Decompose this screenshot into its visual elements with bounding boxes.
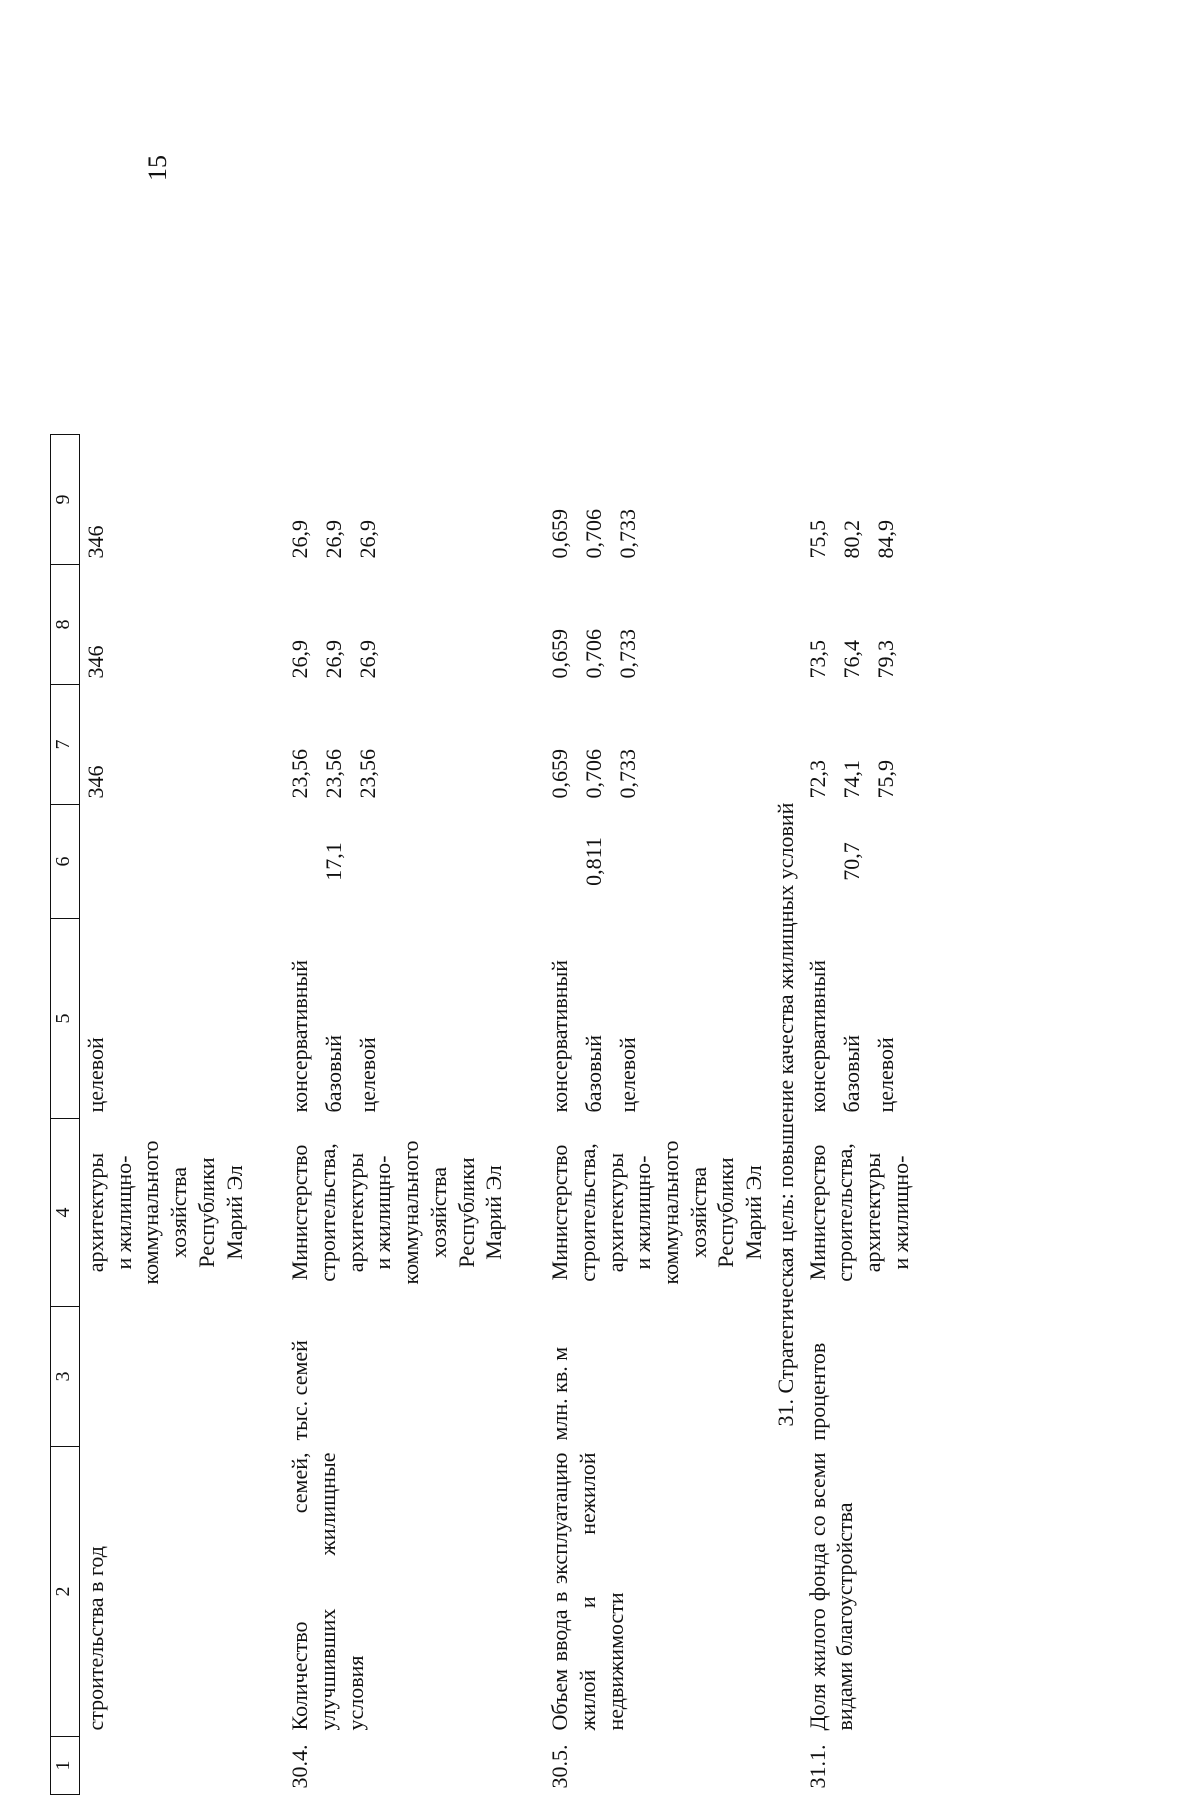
row-number: 31.1. <box>804 1744 830 1789</box>
indicator-cell: Количество семей, улучшивших жилищные условия <box>287 1452 368 1731</box>
value: 26,9 <box>355 520 381 559</box>
scenario-target: целевой <box>615 1037 641 1113</box>
value: 75,5 <box>804 520 830 559</box>
value: 23,56 <box>287 749 313 799</box>
ministry-text: Министерство строительства, архитектуры и жилищно- коммунального хозяйства Республики Марий Эл <box>547 1140 767 1285</box>
value-cell-7 <box>802 685 917 805</box>
value-cell-8 <box>544 565 770 685</box>
scenario-cell <box>284 919 510 1119</box>
row-number: 30.4. <box>287 1744 313 1789</box>
scenario-conservative: консервативный <box>804 959 830 1113</box>
value: 0,659 <box>547 509 573 559</box>
column-header-2: 2 <box>51 1447 80 1737</box>
unit-cell: процентов <box>804 1342 830 1441</box>
indicators-table <box>50 434 916 1795</box>
value-cell-9 <box>284 435 510 565</box>
value-cell-8 <box>284 565 510 685</box>
column-header-5: 5 <box>51 919 80 1119</box>
column-header-8: 8 <box>51 565 80 685</box>
column-header-7: 7 <box>51 685 80 805</box>
value: 26,9 <box>355 640 381 679</box>
indicator-cell: Объем ввода в эксплуатацию жилой и нежилой недвижимости <box>547 1452 628 1731</box>
column-number-row <box>51 435 80 1795</box>
scenario-cell: целевой <box>83 1037 108 1113</box>
value: 74,1 <box>838 760 864 799</box>
ministry-cell <box>80 1119 251 1307</box>
value-cell-9 <box>544 435 770 565</box>
value: 26,9 <box>321 640 347 679</box>
table-row-30-4 <box>284 435 510 1795</box>
value: 0,659 <box>547 629 573 679</box>
unit-cell: тыс. семей <box>287 1340 313 1441</box>
value-cell-7 <box>284 685 510 805</box>
base-value-cell <box>802 805 917 919</box>
value: 26,9 <box>321 520 347 559</box>
scenario-cell <box>544 919 770 1119</box>
rotated-document-table <box>50 355 913 1795</box>
value: 80,2 <box>838 520 864 559</box>
indicator-cell: Доля жилого фонда со всеми видами благоустройства <box>804 1452 858 1731</box>
ministry-text: Министерство строительства, архитектуры и жилищно- <box>804 1143 913 1282</box>
value: 23,56 <box>355 749 381 799</box>
value-cell-8 <box>802 565 917 685</box>
unit-cell: млн. кв. м <box>547 1346 573 1441</box>
ministry-cell <box>544 1119 770 1307</box>
value-cell-9 <box>802 435 917 565</box>
value-cell-9: 346 <box>83 525 108 559</box>
scenario-conservative: консервативный <box>547 959 573 1113</box>
base-value-cell <box>284 805 510 919</box>
value: 26,9 <box>287 520 313 559</box>
value-cell-8: 346 <box>83 645 108 679</box>
ministry-cell <box>284 1119 510 1307</box>
scenario-conservative: консервативный <box>287 959 313 1113</box>
value: 0,733 <box>615 629 641 679</box>
ministry-text: Министерство строительства, архитектуры и жилищно- коммунального хозяйства Республики Марий Эл <box>287 1140 507 1285</box>
section-heading: 31. Стратегическая цель: повышение качества жилищных условий <box>772 802 798 1427</box>
value: 0,659 <box>547 749 573 799</box>
scenario-target: целевой <box>355 1037 381 1113</box>
value: 26,9 <box>287 640 313 679</box>
scenario-base: базовый <box>581 1035 607 1113</box>
base-value: 0,811 <box>581 837 607 886</box>
section-heading-row <box>770 435 802 1795</box>
value: 76,4 <box>838 640 864 679</box>
value: 23,56 <box>321 749 347 799</box>
value: 0,706 <box>581 749 607 799</box>
scenario-base: базовый <box>838 1035 864 1113</box>
scenario-base: базовый <box>321 1035 347 1113</box>
value: 72,3 <box>804 760 830 799</box>
base-value: 70,7 <box>838 842 864 881</box>
table-row-31-1 <box>802 435 917 1795</box>
base-value-cell <box>544 805 770 919</box>
table-row-30-5 <box>544 435 770 1795</box>
column-header-6: 6 <box>51 805 80 919</box>
value: 75,9 <box>872 760 898 799</box>
row-number: 30.5. <box>547 1744 573 1789</box>
value: 0,733 <box>615 749 641 799</box>
value: 0,733 <box>615 509 641 559</box>
table-row-continuation <box>80 435 251 1795</box>
scenario-cell <box>802 919 917 1119</box>
value-cell-7 <box>544 685 770 805</box>
value-cell-7: 346 <box>83 765 108 799</box>
page-number: 15 <box>143 155 172 181</box>
column-header-9: 9 <box>51 435 80 565</box>
scenario-target: целевой <box>872 1037 898 1113</box>
base-value: 17,1 <box>321 842 347 881</box>
value: 84,9 <box>872 520 898 559</box>
ministry-text: архитектуры и жилищно- коммунального хозяйства Республики Марий Эл <box>83 1140 247 1285</box>
value: 79,3 <box>872 640 898 679</box>
value: 0,706 <box>581 509 607 559</box>
column-header-4: 4 <box>51 1119 80 1307</box>
indicator-cell: строительства в год <box>83 1546 108 1731</box>
value: 73,5 <box>804 640 830 679</box>
column-header-3: 3 <box>51 1307 80 1447</box>
value: 0,706 <box>581 629 607 679</box>
ministry-cell <box>802 1119 917 1307</box>
column-header-1: 1 <box>51 1737 80 1795</box>
